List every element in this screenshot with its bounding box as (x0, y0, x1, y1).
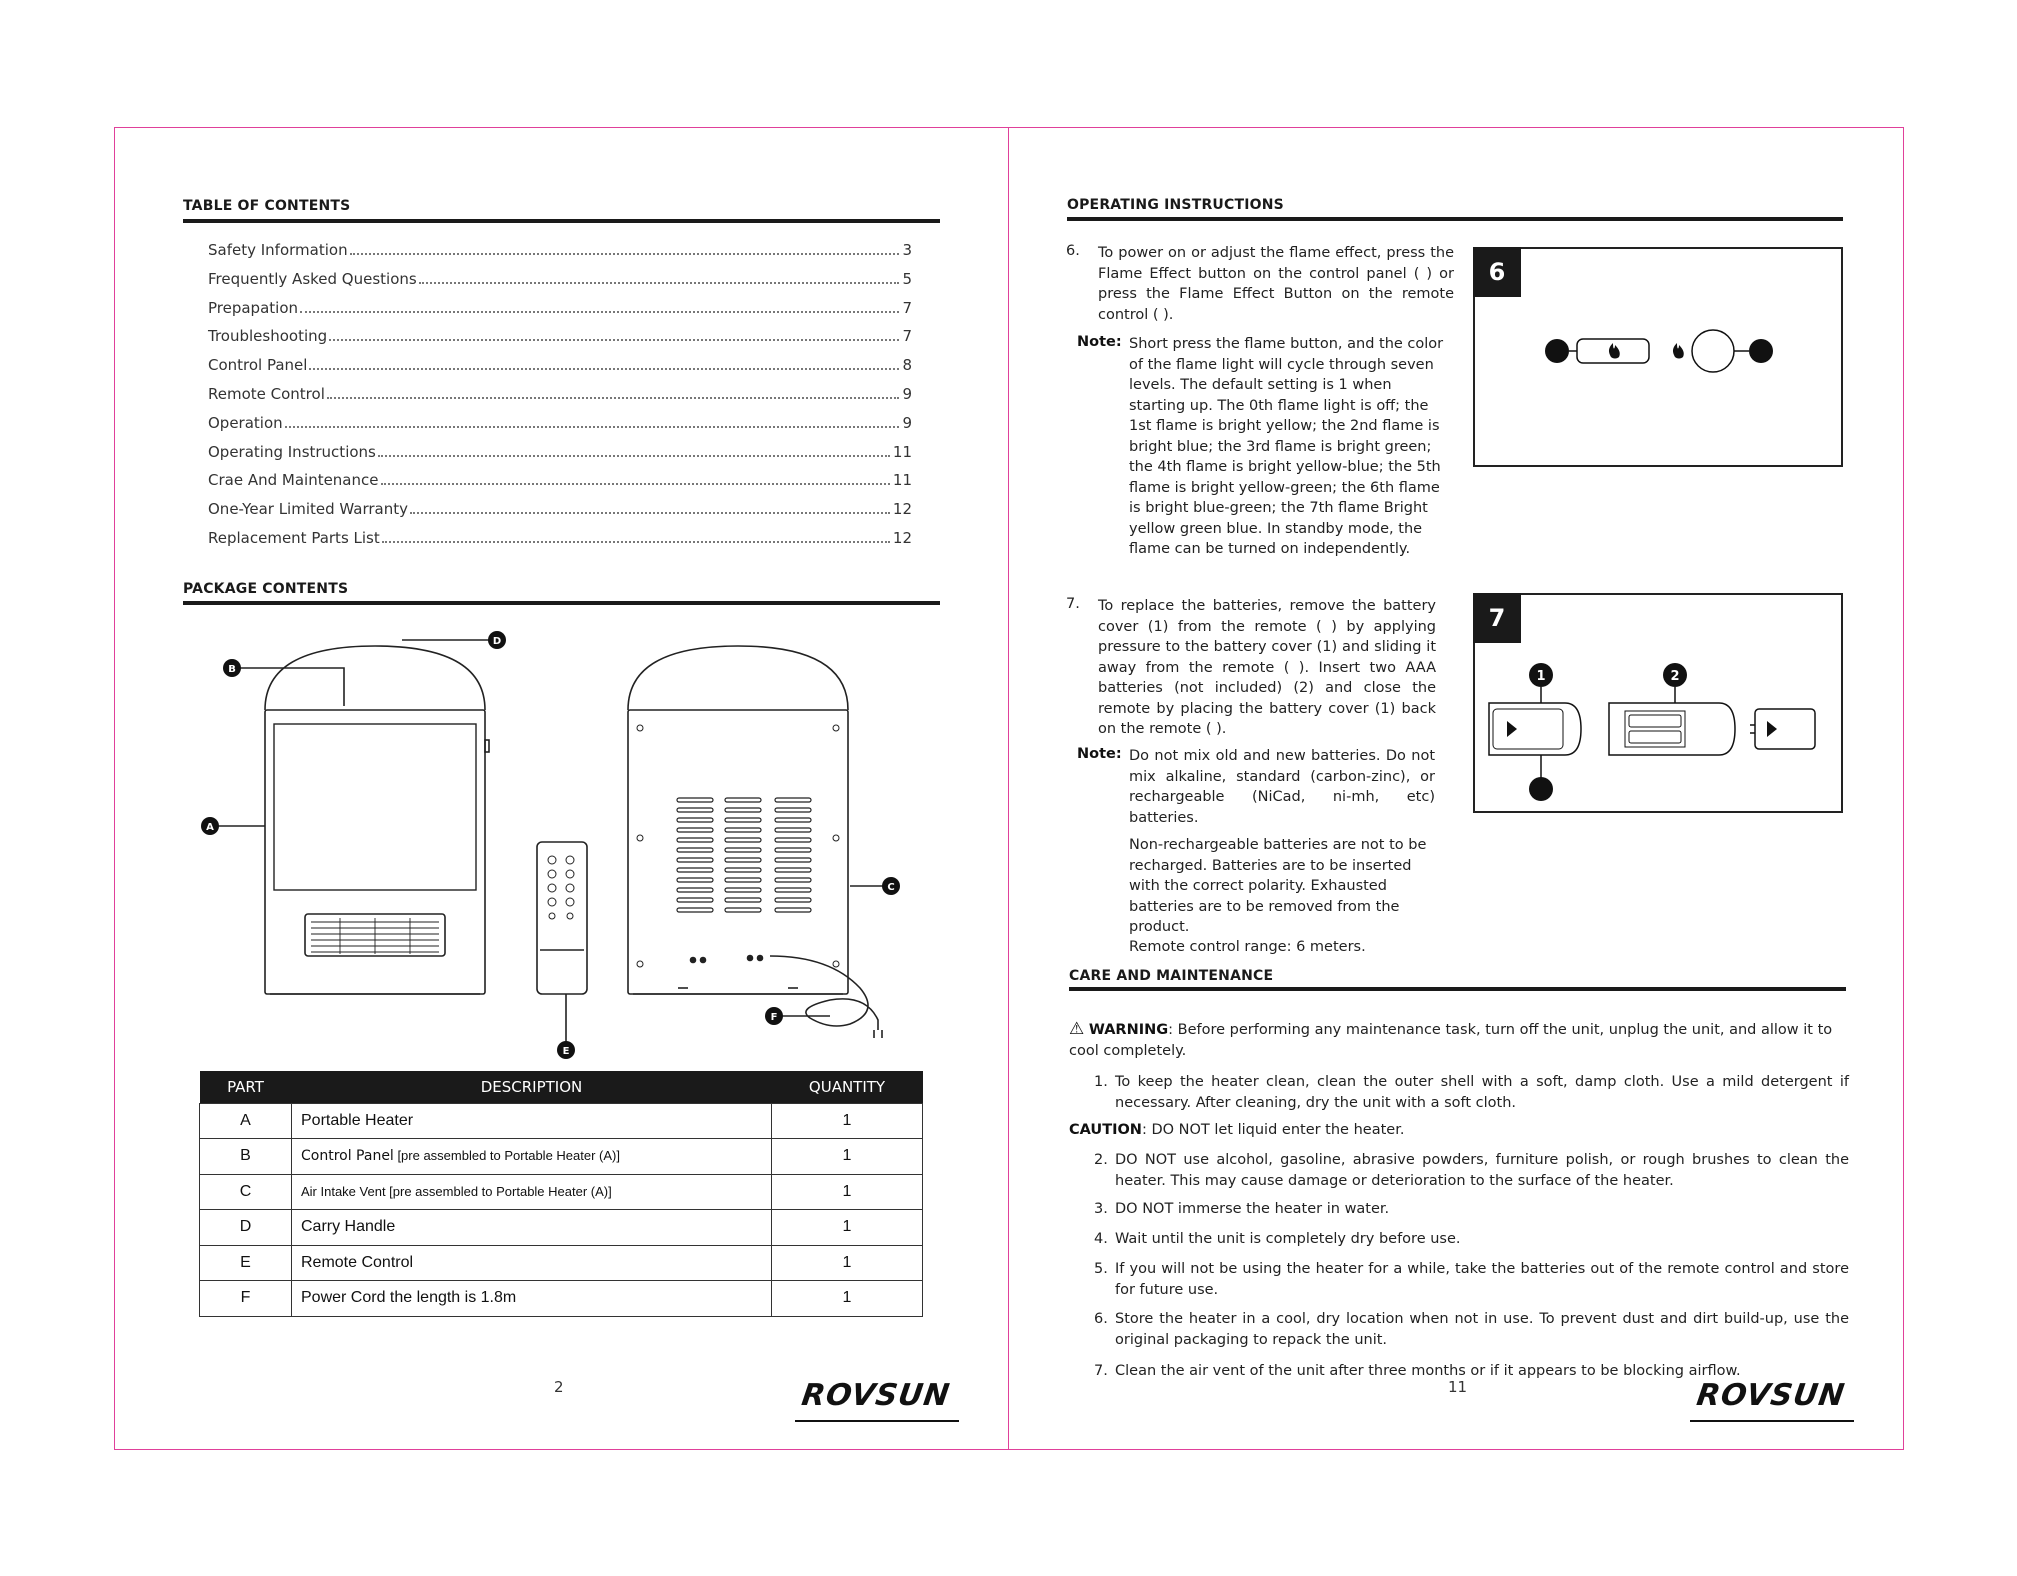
note-label: Note: (1077, 334, 1122, 350)
col-header-part: PART (200, 1071, 292, 1103)
remote-illustration (537, 842, 587, 994)
right-page-number: 11 (1448, 1378, 1468, 1396)
note-6-text: Short press the flame button, and the color of the flame light will cycle through seven levels. The default setting is 1 when starting up. The 0th flame light is off; the 1st flame is bright yellow; the 2nd flame is bright blue; the 3rd flame is bright green; the 4th flame is bright yellow-blue; the 5th flame is bright yellow-green; the 6th flame is bright blue-green; the 7th flame Bright yellow green blue. In standby mode, the flame can be turned on independently. (1129, 336, 1444, 557)
note-7-batteries: Non-rechargeable batteries are not to be recharged. Batteries are to be inserted with the correct polarity. Exhausted batteries are to be removed from the product. (1129, 837, 1427, 935)
right-brand-logo: ROVSUN (1694, 1378, 1848, 1413)
callout-c: C (887, 882, 895, 893)
care-item-number: 5. (1094, 1261, 1108, 1277)
figure-7-label: 7 (1473, 593, 1521, 643)
care-item-2: DO NOT use alcohol, gasoline, abrasive powders, furniture polish, or rough brushes to clean the heater. This may cause damage or deterioration to the surface of the heater. (1115, 1152, 1849, 1189)
step-6-text: To power on or adjust the flame effect, press the Flame Effect button on the control panel ( ) or press the Flame Effect Button on the remote control ( ). (1098, 245, 1454, 323)
parts-table (199, 1071, 923, 1317)
battery-replacement-diagram (1485, 655, 1835, 805)
operating-heading-rule (1067, 217, 1843, 221)
note-label: Note: (1077, 746, 1122, 762)
power-cord-illustration (770, 956, 878, 1030)
col-header-description: DESCRIPTION (292, 1071, 772, 1103)
toc-entry: Crae And Maintenance 11 (208, 471, 912, 490)
package-heading-rule (183, 601, 940, 605)
toc-heading-rule (183, 219, 940, 223)
callout-f: F (770, 1012, 778, 1023)
package-heading: PACKAGE CONTENTS (183, 581, 349, 597)
care-item-number: 2. (1094, 1152, 1108, 1168)
table-row: A Portable Heater 1 (200, 1103, 923, 1139)
table-of-contents (208, 241, 912, 558)
care-item-7: Clean the air vent of the unit after three months or if it appears to be blocking airflow. (1115, 1363, 1741, 1379)
toc-entry: Safety Information 3 (208, 241, 912, 259)
care-maintenance-heading: CARE AND MAINTENANCE (1069, 968, 1274, 984)
package-contents-illustration (190, 620, 930, 1060)
col-header-quantity: QUANTITY (772, 1071, 923, 1103)
operating-instructions-heading: OPERATING INSTRUCTIONS (1067, 197, 1284, 213)
care-item-number: 1. (1094, 1074, 1108, 1090)
flame-icon (1673, 343, 1684, 359)
callout-1: 1 (1536, 669, 1546, 684)
table-row: B Control Panel [pre assembled to Portable Heater (A)] 1 (200, 1139, 923, 1175)
care-item-6: Store the heater in a cool, dry location when not in use. To prevent dust and dirt build-up, use the original packaging to repack the unit. (1115, 1311, 1849, 1348)
callout-e: E (562, 1046, 570, 1057)
care-item-number: 7. (1094, 1363, 1108, 1379)
figure-7-box (1473, 593, 1843, 813)
care-item-number: 6. (1094, 1311, 1108, 1327)
toc-entry: Frequently Asked Questions 5 (208, 269, 912, 288)
toc-entry: Prepapation 7 (208, 298, 912, 317)
table-row: E Remote Control 1 (200, 1245, 923, 1281)
toc-entry: Troubleshooting 7 (208, 327, 912, 346)
step-6-number: 6. (1066, 243, 1080, 259)
left-page-number: 2 (554, 1378, 564, 1396)
carry-handle-front (265, 646, 485, 710)
care-item-1: To keep the heater clean, clean the outer shell with a soft, damp cloth. Use a mild detergent if necessary. After cleaning, dry the unit with a soft cloth. (1115, 1074, 1849, 1111)
callout-d: D (492, 636, 502, 647)
flame-icon (1609, 343, 1620, 359)
table-row: D Carry Handle 1 (200, 1210, 923, 1246)
left-logo-underline (795, 1420, 959, 1422)
care-heading-rule (1069, 987, 1846, 991)
flame-button-diagram (1535, 329, 1795, 389)
warning-paragraph: ⚠ WARNING: Before performing any maintenance task, turn off the unit, unplug the unit, and allow it to cool completely. (1069, 1019, 1833, 1059)
battery-cover (1755, 709, 1815, 749)
note-7-text: Do not mix old and new batteries. Do not mix alkaline, standard (carbon-zinc), or rechargeable (NiCad, ni-mh, etc) batteries. (1129, 748, 1435, 826)
care-item-number: 4. (1094, 1231, 1108, 1247)
care-item-3: DO NOT immerse the heater in water. (1115, 1201, 1390, 1217)
care-item-number: 3. (1094, 1201, 1108, 1217)
warning-icon: ⚠ (1069, 1019, 1085, 1039)
remote-back-closed (1489, 703, 1581, 755)
step-7-number: 7. (1066, 596, 1080, 612)
toc-entry: Remote Control 9 (208, 384, 912, 403)
callout-b: B (228, 664, 236, 675)
toc-entry: One-Year Limited Warranty 12 (208, 500, 912, 519)
toc-entry: Control Panel 8 (208, 356, 912, 375)
care-item-5: If you will not be using the heater for a while, take the batteries out of the remote control and store for future use. (1115, 1261, 1849, 1298)
callout-a: A (206, 822, 214, 833)
note-7-range: Remote control range: 6 meters. (1129, 939, 1366, 955)
toc-entry: Operating Instructions 11 (208, 442, 912, 461)
right-logo-underline (1690, 1420, 1854, 1422)
care-item-4: Wait until the unit is completely dry before use. (1115, 1231, 1461, 1247)
figure-6-label: 6 (1473, 247, 1521, 297)
toc-heading: TABLE OF CONTENTS (183, 198, 351, 214)
step-7-text: To replace the batteries, remove the battery cover (1) from the remote ( ) by applying pressure to the battery cover (1) and sliding it away from the remote ( ). Insert two AAA batteries (not included) (2) and close the remote by placing the battery cover (1) back on the remote ( ). (1098, 598, 1436, 737)
caution-line: CAUTION: DO NOT let liquid enter the heater. (1069, 1122, 1405, 1138)
heater-front-screen (274, 724, 476, 890)
page-fold-line (1008, 127, 1009, 1450)
figure-6-box (1473, 247, 1843, 467)
toc-entry: Replacement Parts List 12 (208, 528, 912, 547)
table-row: F Power Cord the length is 1.8m 1 (200, 1281, 923, 1317)
table-row: C Air Intake Vent [pre assembled to Portable Heater (A)] 1 (200, 1174, 923, 1210)
callout-2: 2 (1670, 669, 1680, 684)
left-brand-logo: ROVSUN (799, 1378, 953, 1413)
toc-entry: Operation 9 (208, 413, 912, 432)
carry-handle-rear (628, 646, 848, 710)
